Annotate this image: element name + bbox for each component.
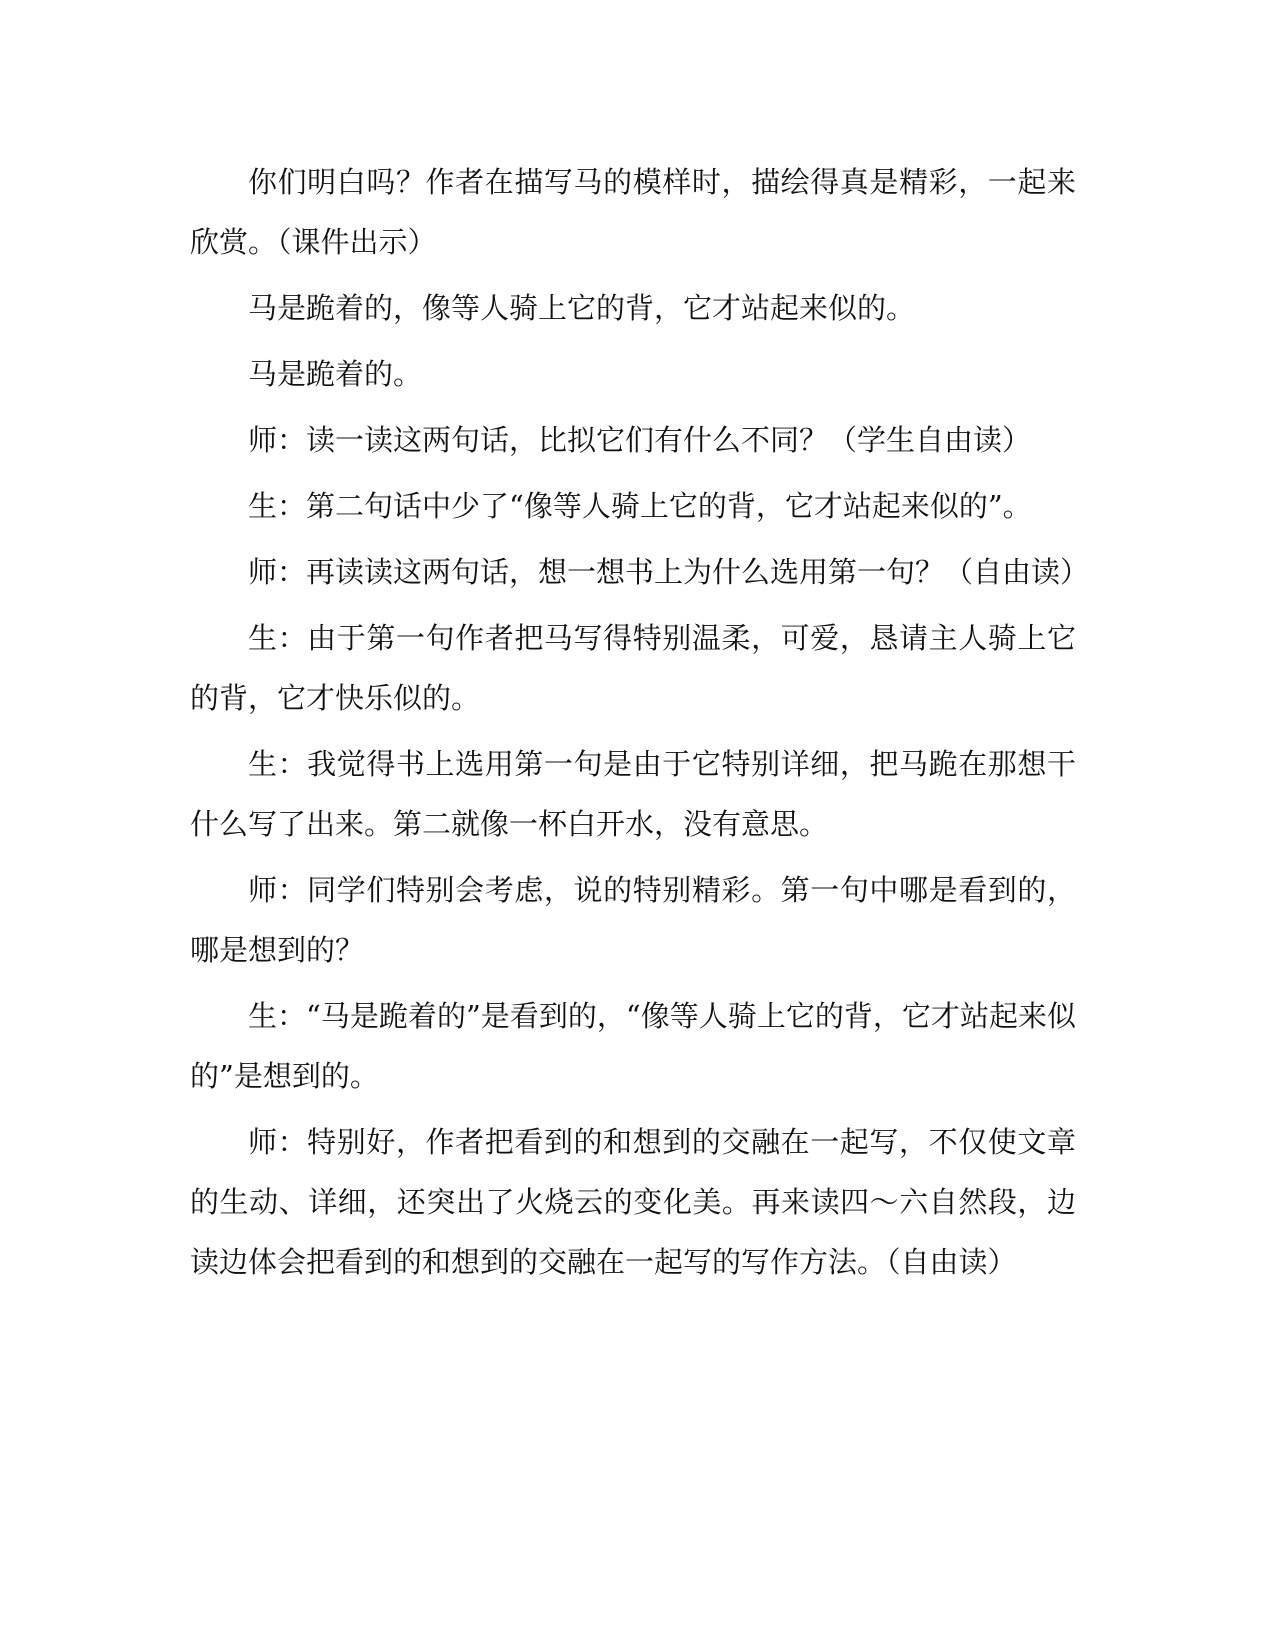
paragraph-sentence-two: 马是跪着的。 [248,357,423,391]
paragraph-teacher-4: 师：特别好，作者把看到的和想到的交融在一起写，不仅使文章的生动、详细，还突出了火烧云的变化美。再来读四～六自然段，边读边体会把看到的和想到的交融在一起写的写作方法。（自由读） [190,1125,1076,1279]
paragraph-teacher-2: 师：再读读这两句话，想一想书上为什么选用第一句？（自由读） [248,555,1090,589]
document-page [190,152,1090,1298]
paragraph-intro: 你们明白吗？作者在描写马的模样时，描绘得真是精彩，一起来欣赏。（课件出示） [190,165,1076,259]
paragraph-teacher-1: 师：读一读这两句话，比拟它们有什么不同？（学生自由读） [248,423,1032,457]
paragraph-sentence-one: 马是跪着的，像等人骑上它的背，它才站起来似的。 [248,291,916,325]
paragraph-student-4: 生：“马是跪着的”是看到的，“像等人骑上它的背，它才站起来似的”是想到的。 [190,999,1076,1093]
paragraph-student-2: 生：由于第一句作者把马写得特别温柔，可爱，恳请主人骑上它的背，它才快乐似的。 [190,621,1076,715]
paragraph-teacher-3: 师：同学们特别会考虑，说的特别精彩。第一句中哪是看到的，哪是想到的？ [190,873,1076,967]
paragraph-student-3: 生：我觉得书上选用第一句是由于它特别详细，把马跪在那想干什么写了出来。第二就像一杯白开水，没有意思。 [190,747,1076,841]
paragraph-student-1: 生：第二句话中少了“像等人骑上它的背，它才站起来似的”。 [248,489,1032,523]
